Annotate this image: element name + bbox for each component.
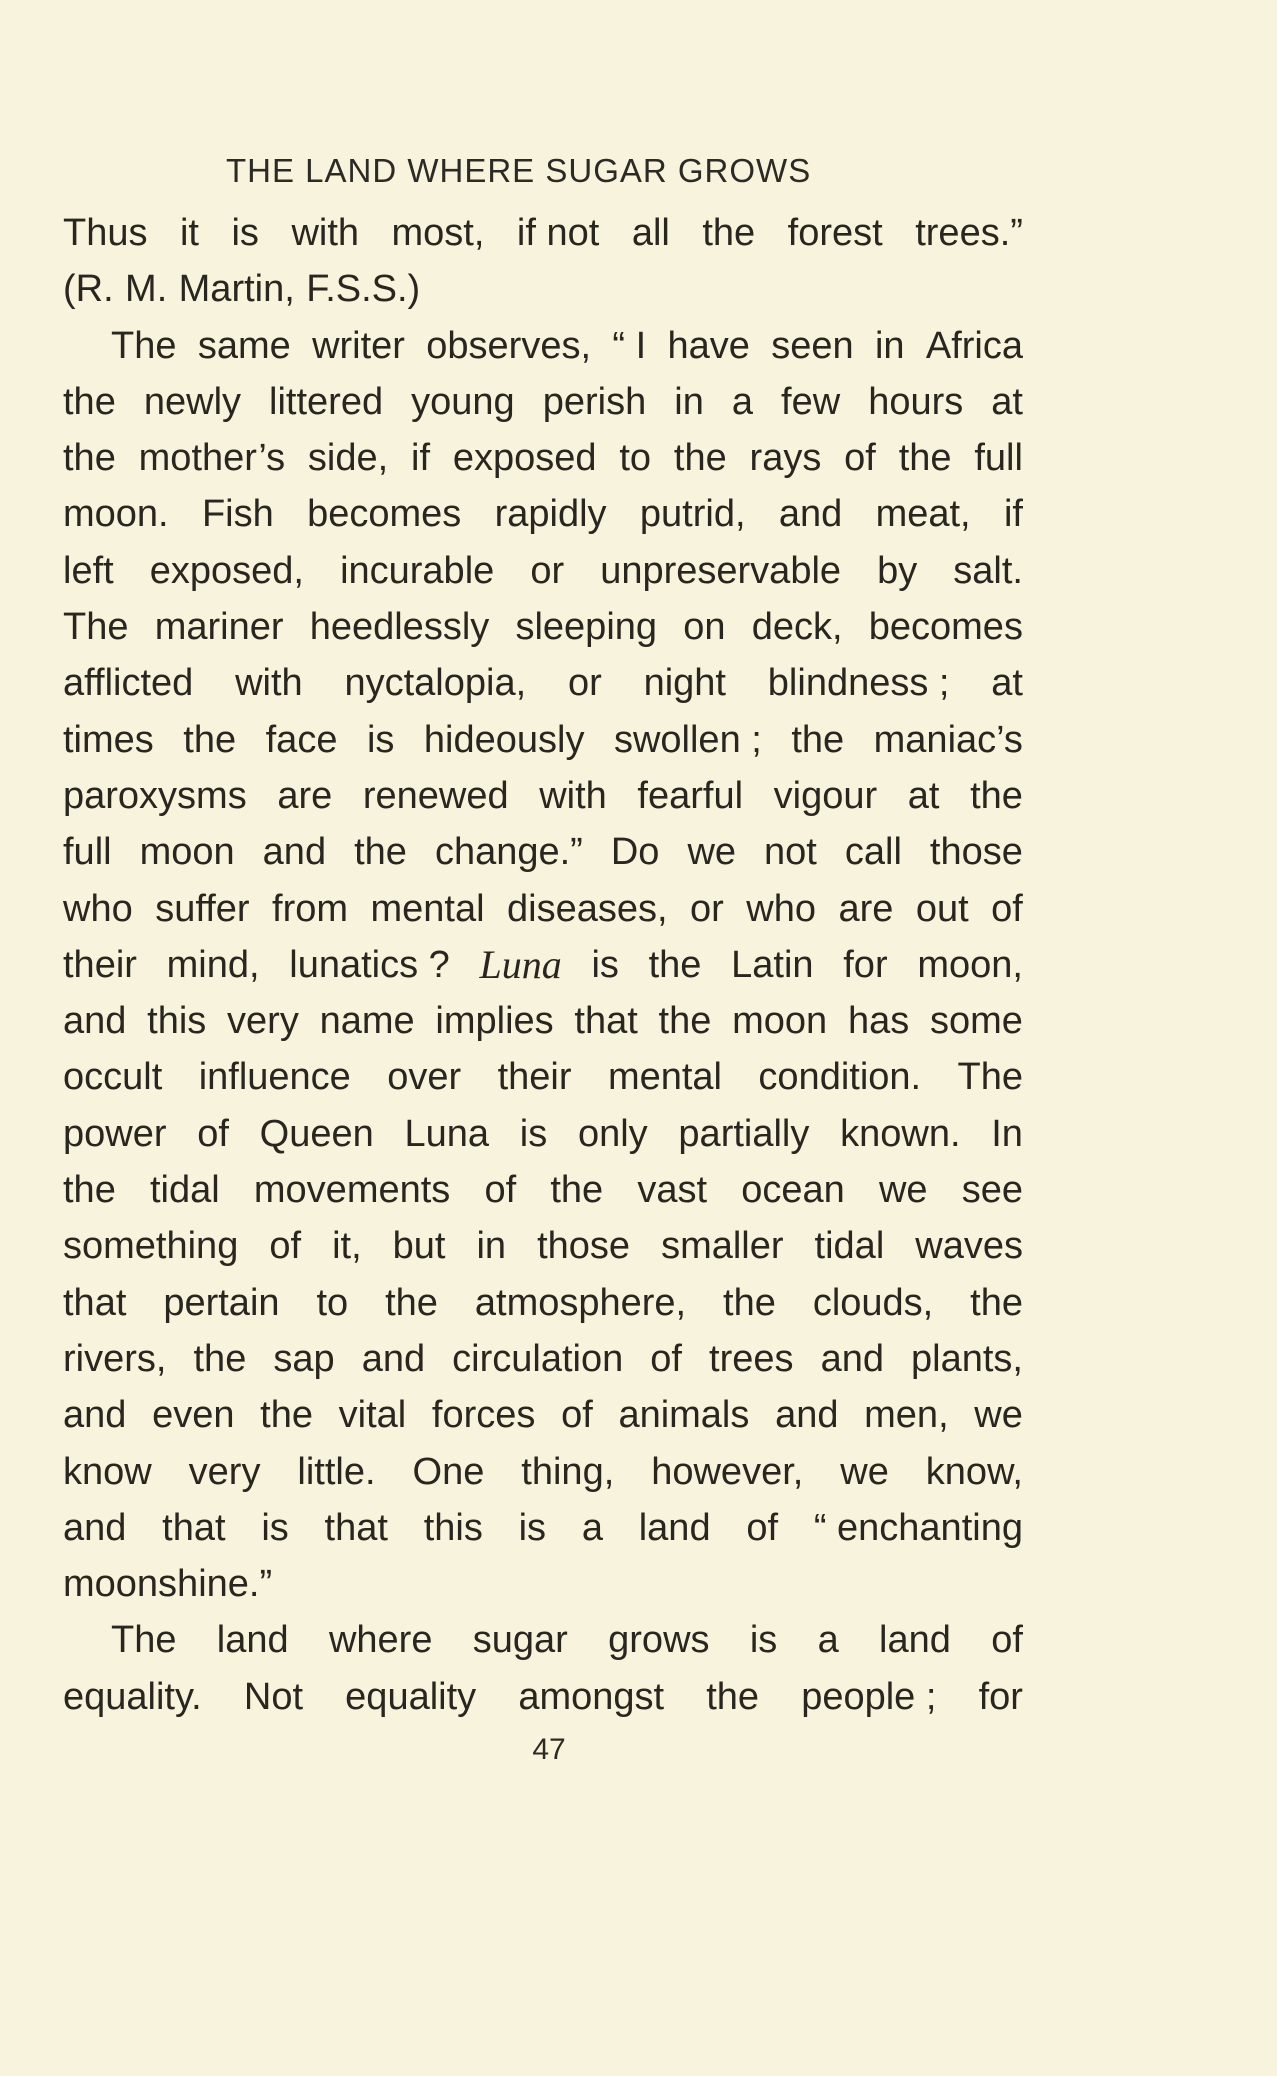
word: mental	[370, 887, 485, 930]
word: left	[63, 549, 114, 592]
word: Do	[610, 831, 660, 874]
text-line	[63, 712, 1023, 768]
word: condition.	[758, 1056, 922, 1099]
word: of	[269, 1225, 302, 1268]
word: sleeping	[515, 606, 658, 649]
word: or	[690, 887, 724, 930]
word: moon,	[917, 943, 1023, 986]
word: with	[291, 212, 360, 254]
text-line	[63, 1444, 1023, 1500]
word: this	[147, 1000, 207, 1043]
word: incurable	[340, 549, 495, 592]
word: the	[970, 1281, 1023, 1324]
word: know	[63, 1450, 152, 1493]
word: seen	[771, 324, 854, 367]
word: littered	[269, 380, 384, 423]
text-line	[63, 824, 1023, 880]
word: over	[387, 1056, 462, 1099]
word: name	[319, 1000, 415, 1043]
word: in	[674, 380, 704, 423]
word: vital	[338, 1394, 407, 1437]
word: of	[746, 1506, 779, 1549]
word: the	[702, 212, 756, 254]
text-line	[63, 205, 1023, 261]
word: know,	[925, 1450, 1023, 1493]
italic-word: Luna	[479, 941, 562, 987]
word: very	[188, 1450, 261, 1493]
word: known.	[840, 1112, 961, 1155]
word: for	[843, 943, 888, 986]
word: of	[844, 437, 876, 480]
word: tidal	[150, 1169, 220, 1212]
word: animals	[618, 1394, 750, 1437]
word: Thus	[63, 212, 148, 254]
word: land	[879, 1619, 951, 1662]
word: in	[476, 1225, 507, 1268]
word: fearful	[637, 774, 744, 817]
word: equality.	[63, 1675, 202, 1718]
word: rays	[749, 437, 822, 480]
word: Africa	[925, 324, 1023, 367]
word: out	[915, 887, 969, 930]
word: putrid,	[639, 493, 746, 536]
word: or	[530, 549, 565, 592]
word: Fish	[201, 493, 274, 536]
word: forest	[787, 212, 883, 254]
word: and	[775, 1394, 839, 1437]
word: is	[261, 1506, 289, 1549]
word: rapidly	[494, 493, 607, 536]
word: meat,	[875, 493, 971, 536]
text-line	[63, 486, 1023, 542]
word: are	[277, 774, 333, 817]
text-line	[63, 318, 1023, 374]
text-line	[63, 599, 1023, 655]
word: young	[411, 380, 515, 423]
word: F.S.S.)	[306, 268, 421, 311]
word: a	[817, 1619, 839, 1662]
text-line	[63, 655, 1023, 711]
word: some	[929, 1000, 1023, 1043]
text-line	[63, 993, 1023, 1049]
word: deck,	[751, 606, 843, 649]
text-line	[63, 1556, 1023, 1612]
word: is	[366, 718, 395, 761]
word: full	[974, 437, 1023, 480]
word: with	[539, 774, 607, 817]
word: of	[991, 1619, 1023, 1662]
word: mother’s	[138, 437, 286, 480]
word: we	[687, 831, 737, 874]
word: we	[974, 1394, 1023, 1437]
word: “ enchanting	[813, 1506, 1023, 1549]
word: call	[844, 831, 902, 874]
word: at	[991, 380, 1023, 423]
word: is	[749, 1619, 778, 1662]
word: little.	[297, 1450, 376, 1493]
word: The	[63, 606, 129, 649]
word: power	[63, 1112, 167, 1155]
word: the	[354, 831, 407, 874]
word: maniac’s	[873, 718, 1023, 761]
word: where	[328, 1619, 433, 1662]
word: Latin	[731, 943, 814, 986]
word: occult	[63, 1056, 163, 1099]
word: pertain	[163, 1281, 280, 1324]
word: Luna	[404, 1112, 490, 1155]
word: afflicted	[63, 662, 194, 705]
word: sap	[273, 1337, 335, 1380]
word: change.”	[434, 831, 583, 874]
word: who	[746, 887, 817, 930]
text-line	[63, 543, 1023, 599]
word: In	[991, 1112, 1023, 1155]
word: and	[778, 493, 843, 536]
word: implies	[435, 1000, 554, 1043]
word: a	[731, 380, 753, 423]
word: if	[411, 437, 431, 480]
word: sugar	[472, 1619, 568, 1662]
text-line	[63, 881, 1023, 937]
word: diseases,	[507, 887, 668, 930]
text-line	[63, 1669, 1023, 1725]
word: from	[272, 887, 349, 930]
word: a	[581, 1506, 603, 1549]
word: plants,	[911, 1337, 1023, 1380]
word: the	[63, 380, 116, 423]
word: salt.	[953, 549, 1023, 592]
word: or	[567, 662, 602, 705]
word: we	[840, 1450, 889, 1493]
word: those	[929, 831, 1023, 874]
word: newly	[143, 380, 242, 423]
word: waves	[915, 1225, 1023, 1268]
word: that	[574, 1000, 638, 1043]
word: but	[392, 1225, 446, 1268]
text-line	[63, 1387, 1023, 1443]
word: ocean	[741, 1169, 845, 1212]
word: Not	[243, 1675, 304, 1718]
word: vigour	[773, 774, 878, 817]
word: to	[316, 1281, 349, 1324]
word: “ I	[612, 324, 647, 367]
word: M.	[125, 268, 168, 311]
word: by	[877, 549, 918, 592]
word: the	[63, 437, 116, 480]
word: the	[648, 943, 702, 986]
word: and	[361, 1337, 426, 1380]
word: are	[838, 887, 894, 930]
word: those	[537, 1225, 631, 1268]
word: nyctalopia,	[344, 662, 527, 705]
word: the	[970, 774, 1023, 817]
word: Queen	[259, 1112, 374, 1155]
word: is	[518, 1506, 547, 1549]
word: at	[991, 662, 1023, 705]
word: exposed	[452, 437, 597, 480]
word: smaller	[661, 1225, 784, 1268]
word: and	[820, 1337, 884, 1380]
word: is	[231, 212, 259, 254]
text-line	[63, 1500, 1023, 1556]
word: and	[63, 1000, 127, 1043]
word: tidal	[814, 1225, 885, 1268]
word: the	[706, 1675, 760, 1718]
text-line	[63, 1612, 1023, 1668]
word: people ;	[801, 1675, 937, 1718]
word: most,	[391, 212, 485, 254]
word: face	[265, 718, 338, 761]
word: The	[957, 1056, 1023, 1099]
word: something	[63, 1225, 239, 1268]
word: and	[63, 1506, 127, 1549]
word: The	[111, 324, 177, 367]
word: has	[847, 1000, 910, 1043]
word: lunatics ?	[289, 943, 450, 986]
text-line	[63, 937, 1023, 993]
word: moonshine.”	[63, 1563, 273, 1606]
word: moon.	[63, 493, 169, 536]
word: the	[673, 437, 727, 480]
word: is	[591, 943, 619, 986]
word: hours	[868, 380, 964, 423]
word: perish	[542, 380, 647, 423]
word: on	[683, 606, 726, 649]
word: that	[324, 1506, 388, 1549]
word: even	[152, 1394, 235, 1437]
word: The	[111, 1619, 177, 1662]
word: their	[63, 943, 137, 986]
word: this	[423, 1506, 483, 1549]
word: trees	[709, 1337, 794, 1380]
word: becomes	[307, 493, 462, 536]
word: of	[561, 1394, 593, 1437]
word: One	[412, 1450, 485, 1493]
word: vast	[637, 1169, 708, 1212]
text-line	[63, 1049, 1023, 1105]
word: observes,	[426, 324, 592, 367]
text-line	[63, 1162, 1023, 1218]
word: with	[235, 662, 303, 705]
word: in	[874, 324, 905, 367]
word: to	[619, 437, 652, 480]
text-line	[63, 1275, 1023, 1331]
word: have	[667, 324, 750, 367]
word: all	[631, 212, 670, 254]
word: influence	[198, 1056, 351, 1099]
word: trees.”	[915, 212, 1023, 254]
word: and	[262, 831, 327, 874]
word: see	[961, 1169, 1023, 1212]
text-line	[63, 261, 1023, 317]
word: the	[723, 1281, 776, 1324]
word: of	[650, 1337, 682, 1380]
word: exposed,	[149, 549, 304, 592]
word: partially	[678, 1112, 810, 1155]
word: the	[183, 718, 237, 761]
word: grows	[608, 1619, 710, 1662]
word: heedlessly	[309, 606, 490, 649]
word: suffer	[155, 887, 250, 930]
word: if	[1003, 493, 1023, 536]
word: that	[63, 1281, 127, 1324]
word: writer	[312, 324, 405, 367]
word: same	[197, 324, 291, 367]
page-number: 47	[532, 1733, 566, 1766]
word: side,	[307, 437, 389, 480]
word: the	[550, 1169, 604, 1212]
word: Martin,	[178, 268, 295, 311]
word: few	[781, 380, 841, 423]
word: rivers,	[63, 1337, 167, 1380]
word: only	[577, 1112, 648, 1155]
word: forces	[431, 1394, 536, 1437]
word: very	[227, 1000, 299, 1043]
word: equality	[345, 1675, 477, 1718]
word: their	[497, 1056, 572, 1099]
word: the	[193, 1337, 247, 1380]
word: times	[63, 718, 154, 761]
word: full	[63, 831, 112, 874]
body-text	[63, 205, 1023, 1725]
text-line	[63, 430, 1023, 486]
word: land	[638, 1506, 711, 1549]
word: at	[907, 774, 940, 817]
word: moon	[139, 831, 235, 874]
word: however,	[651, 1450, 804, 1493]
word: of	[991, 887, 1023, 930]
word: the	[385, 1281, 438, 1324]
word: mariner	[154, 606, 284, 649]
text-line	[63, 1331, 1023, 1387]
word: not	[764, 831, 817, 874]
word: night	[643, 662, 726, 705]
text-line	[63, 1218, 1023, 1274]
word: it,	[332, 1225, 362, 1268]
word: swollen ;	[613, 718, 762, 761]
word: movements	[253, 1169, 451, 1212]
word: of	[197, 1112, 229, 1155]
word: the	[898, 437, 952, 480]
word: that	[162, 1506, 226, 1549]
word: mental	[607, 1056, 722, 1099]
word: paroxysms	[63, 774, 247, 817]
running-head: THE LAND WHERE SUGAR GROWS	[226, 152, 812, 189]
word: thing,	[521, 1450, 615, 1493]
word: and	[63, 1394, 127, 1437]
word: moon	[732, 1000, 828, 1043]
word: circulation	[452, 1337, 624, 1380]
word: of	[484, 1169, 517, 1212]
word: if not	[516, 212, 600, 254]
word: men,	[864, 1394, 949, 1437]
word: becomes	[868, 606, 1023, 649]
word: mind,	[166, 943, 260, 986]
word: the	[791, 718, 845, 761]
word: unpreservable	[600, 549, 842, 592]
word: the	[260, 1394, 313, 1437]
word: blindness ;	[767, 662, 950, 705]
word: renewed	[362, 774, 509, 817]
word: the	[658, 1000, 712, 1043]
word: amongst	[518, 1675, 665, 1718]
text-line	[63, 768, 1023, 824]
text-line	[63, 1106, 1023, 1162]
word: for	[978, 1675, 1023, 1718]
word: the	[63, 1169, 116, 1212]
word: it	[179, 212, 199, 254]
word: is	[519, 1112, 548, 1155]
text-line	[63, 374, 1023, 430]
word: atmosphere,	[474, 1281, 687, 1324]
word: land	[216, 1619, 289, 1662]
word: we	[878, 1169, 928, 1212]
word: who	[63, 887, 133, 930]
word: clouds,	[812, 1281, 934, 1324]
word: (R.	[63, 268, 114, 311]
word: hideously	[423, 718, 585, 761]
